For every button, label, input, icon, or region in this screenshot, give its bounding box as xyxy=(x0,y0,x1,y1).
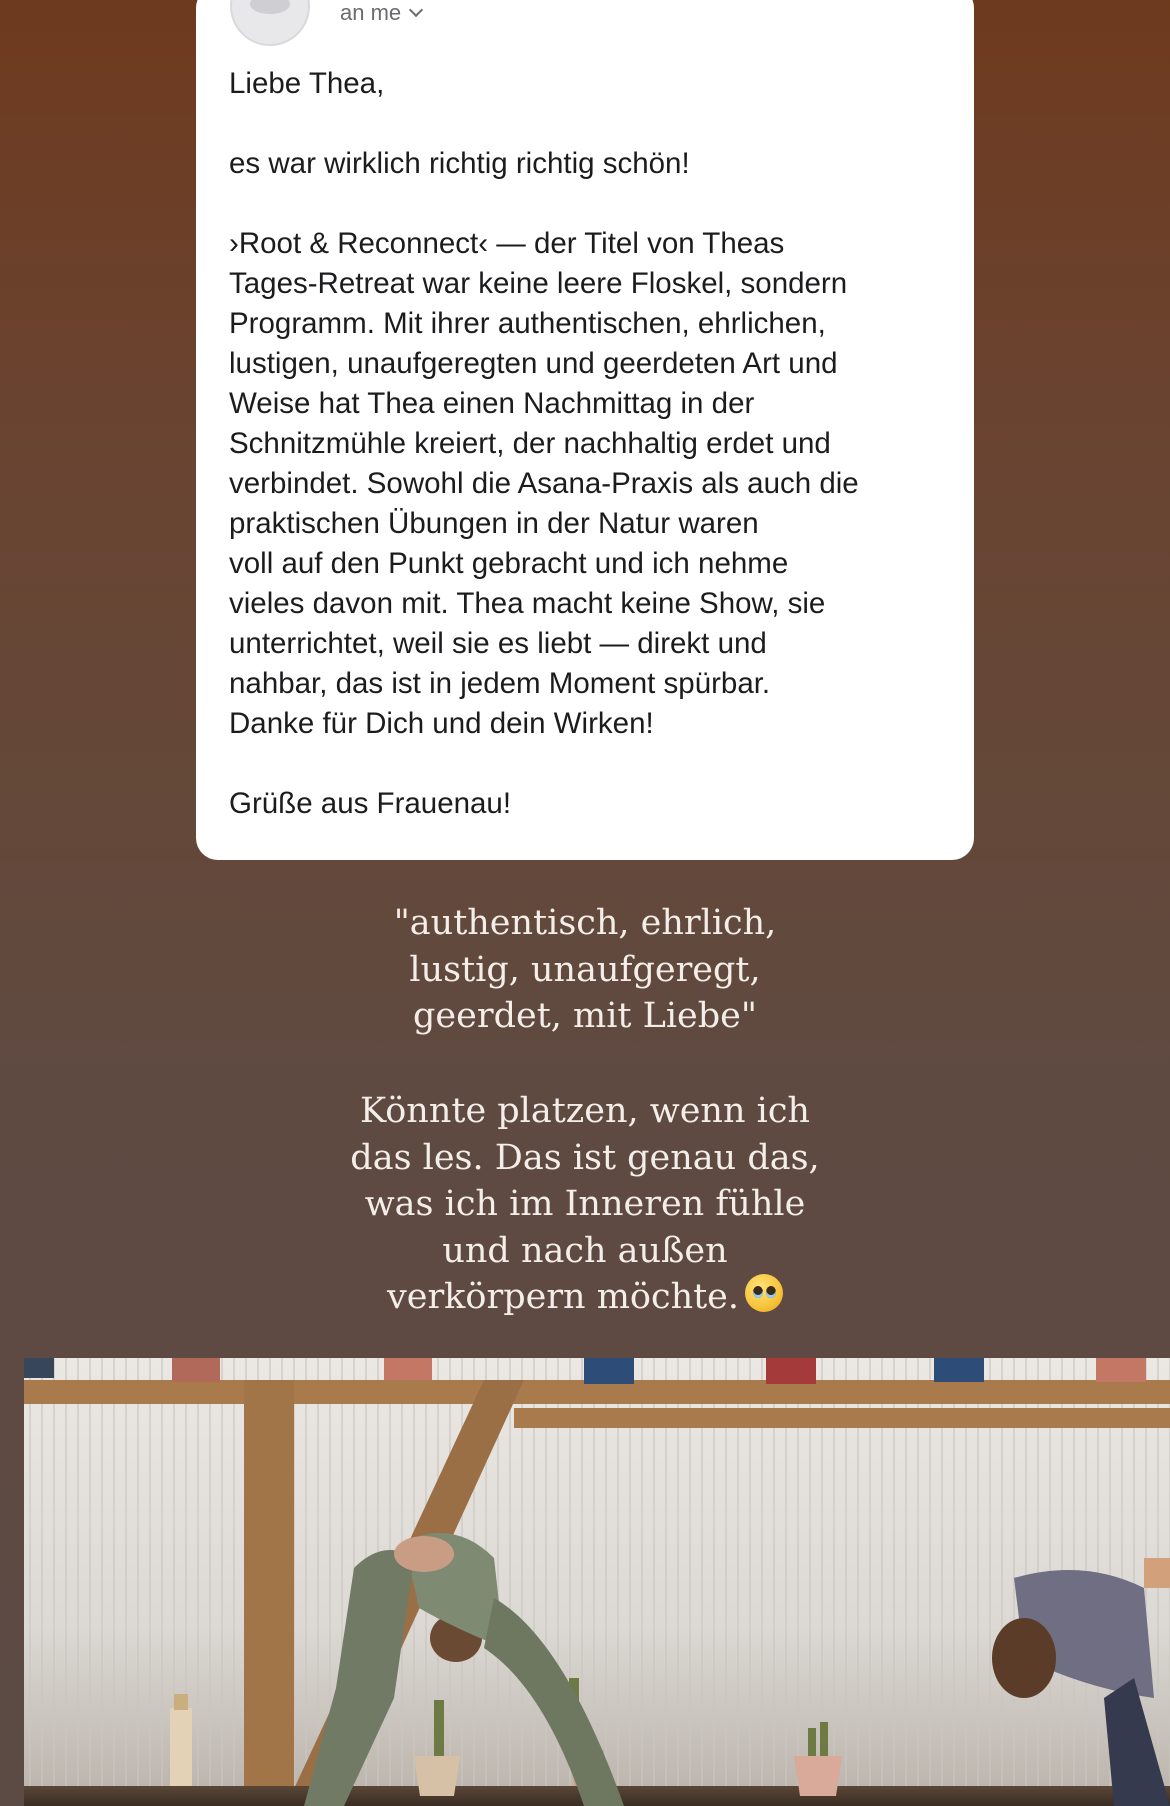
email-body xyxy=(229,64,959,824)
reflection-line: verkörpern möchte. xyxy=(386,1277,740,1317)
sender-avatar xyxy=(230,0,310,46)
email-paragraph-line: vieles davon mit. Thea macht keine Show, sie xyxy=(229,587,826,620)
quote-line: geerdet, mit Liebe" xyxy=(413,996,757,1036)
email-greeting: Liebe Thea, xyxy=(229,67,385,100)
reflection-line: das les. Das ist genau das, xyxy=(350,1137,820,1178)
email-line: es war wirklich richtig richtig schön! xyxy=(229,147,690,180)
email-paragraph-line: Schnitzmühle kreiert, der nachhaltig erdet und xyxy=(229,427,831,460)
email-paragraph-line: Tages-Retreat war keine leere Floskel, sondern xyxy=(229,267,848,300)
email-paragraph-line: Programm. Mit ihrer authentischen, ehrlichen, xyxy=(229,307,826,340)
story-reflection xyxy=(0,1088,1170,1321)
email-paragraph-line: Weise hat Thea einen Nachmittag in der xyxy=(229,387,755,420)
email-paragraph-line: nahbar, das ist in jedem Moment spürbar. xyxy=(229,667,771,700)
email-screenshot-card xyxy=(196,0,974,860)
reflection-line: was ich im Inneren fühle xyxy=(364,1184,806,1224)
chevron-down-icon xyxy=(409,3,423,17)
yoga-class-photo xyxy=(24,1358,1170,1806)
email-paragraph-line: ›Root & Reconnect‹ — der Titel von Theas xyxy=(229,227,785,260)
email-paragraph-line: verbindet. Sowohl die Asana-Praxis als auch die xyxy=(229,467,859,500)
email-paragraph-line: Danke für Dich und dein Wirken! xyxy=(229,707,654,740)
quote-line: "authentisch, ehrlich, xyxy=(393,903,777,943)
quote-line: lustig, unaufgeregt, xyxy=(409,949,761,990)
reflection-line: und nach außen xyxy=(442,1230,728,1271)
email-paragraph-line: praktischen Übungen in der Natur waren xyxy=(229,507,759,540)
reflection-line-last xyxy=(0,1274,1170,1321)
email-paragraph-line: lustigen, unaufgeregten und geerdeten Art und xyxy=(229,347,838,380)
reflection-line: Könnte platzen, wenn ich xyxy=(360,1091,810,1131)
story-quote xyxy=(0,900,1170,1040)
email-paragraph-line: unterrichtet, weil sie es liebt — direkt und xyxy=(229,627,767,660)
email-paragraph-line: voll auf den Punkt gebracht und ich nehme xyxy=(229,547,789,580)
email-closing: Grüße aus Frauenau! xyxy=(229,787,512,820)
pleading-face-icon xyxy=(745,1274,783,1312)
recipient-dropdown[interactable] xyxy=(340,0,421,26)
recipient-label: an me xyxy=(340,0,402,25)
